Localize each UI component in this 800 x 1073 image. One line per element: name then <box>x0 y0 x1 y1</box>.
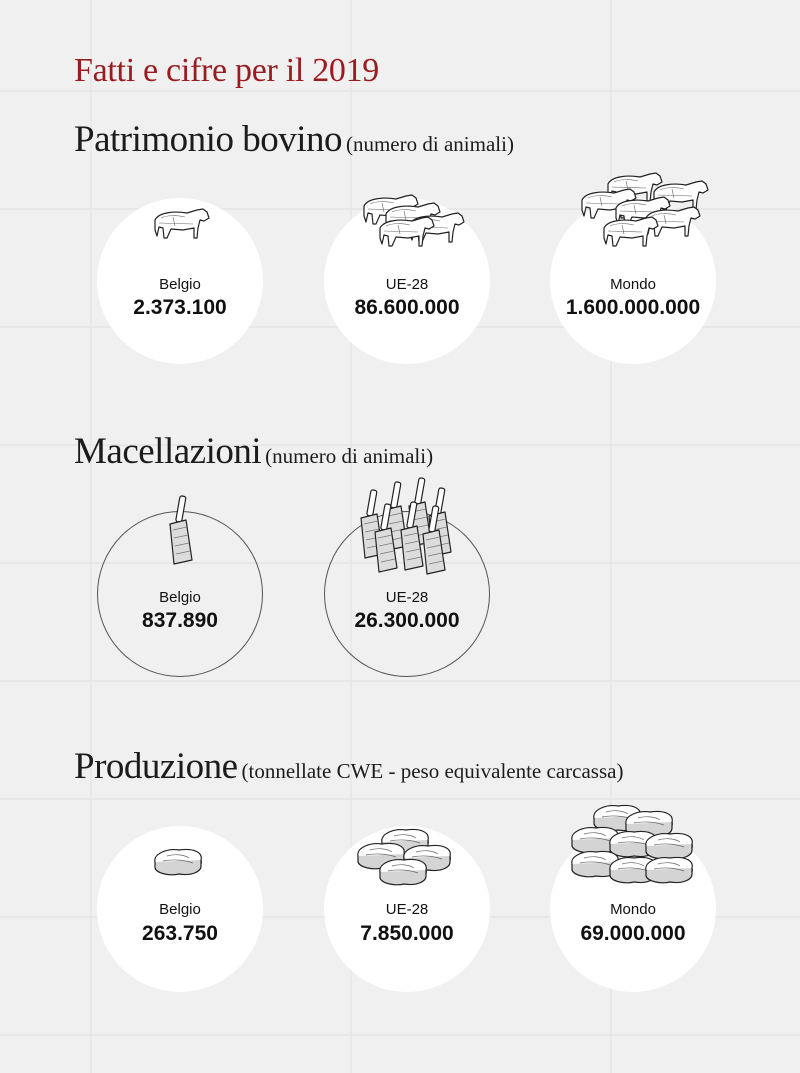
steaks-icon <box>354 828 454 892</box>
stat-label: UE-28 <box>385 589 429 606</box>
stat-value: 7.850.000 <box>360 922 454 945</box>
stat-label: Belgio <box>159 589 201 606</box>
stat-circle-production-belgio <box>97 826 263 992</box>
cleavers-icon <box>355 482 465 582</box>
stat-label: Mondo <box>610 276 656 293</box>
section-heading-herd <box>74 118 514 161</box>
stat-value: 69.000.000 <box>580 922 686 945</box>
section-subtitle: (tonnellate CWE - peso equivalente carcassa) <box>241 759 624 783</box>
stat-circle-slaughter-ue28 <box>324 511 490 677</box>
section-title: Macellazioni <box>74 431 262 472</box>
stat-value: 837.890 <box>142 609 218 632</box>
section-heading-production <box>74 745 623 788</box>
section-title: Produzione <box>74 746 238 787</box>
stat-value: 26.300.000 <box>354 609 460 632</box>
stat-label: UE-28 <box>385 276 429 293</box>
section-title: Patrimonio bovino <box>74 119 342 160</box>
stat-circle-herd-belgio <box>97 198 263 364</box>
stat-label: Belgio <box>159 276 201 293</box>
section-heading-slaughter <box>74 430 433 473</box>
cow-herd-icon <box>360 192 470 262</box>
steak-pile-icon <box>568 804 698 896</box>
stat-circle-production-ue28 <box>324 826 490 992</box>
stat-label: Mondo <box>610 901 656 918</box>
stat-value: 1.600.000.000 <box>565 296 701 319</box>
stat-label: UE-28 <box>385 901 429 918</box>
section-subtitle: (numero di animali) <box>265 444 434 468</box>
stat-circle-slaughter-belgio <box>97 511 263 677</box>
stat-value: 86.600.000 <box>354 296 460 319</box>
section-subtitle: (numero di animali) <box>345 132 514 156</box>
steak-icon <box>153 848 209 880</box>
stat-circle-production-mondo <box>550 826 716 992</box>
cleaver-icon <box>164 498 204 570</box>
stat-value: 2.373.100 <box>133 296 227 319</box>
stat-label: Belgio <box>159 901 201 918</box>
large-cow-herd-icon <box>580 172 715 267</box>
stat-circle-herd-mondo <box>550 198 716 364</box>
stat-value: 263.750 <box>142 922 218 945</box>
cow-icon <box>153 208 215 250</box>
stat-circle-herd-ue28 <box>324 198 490 364</box>
page-title: Fatti e cifre per il 2019 <box>74 52 380 89</box>
